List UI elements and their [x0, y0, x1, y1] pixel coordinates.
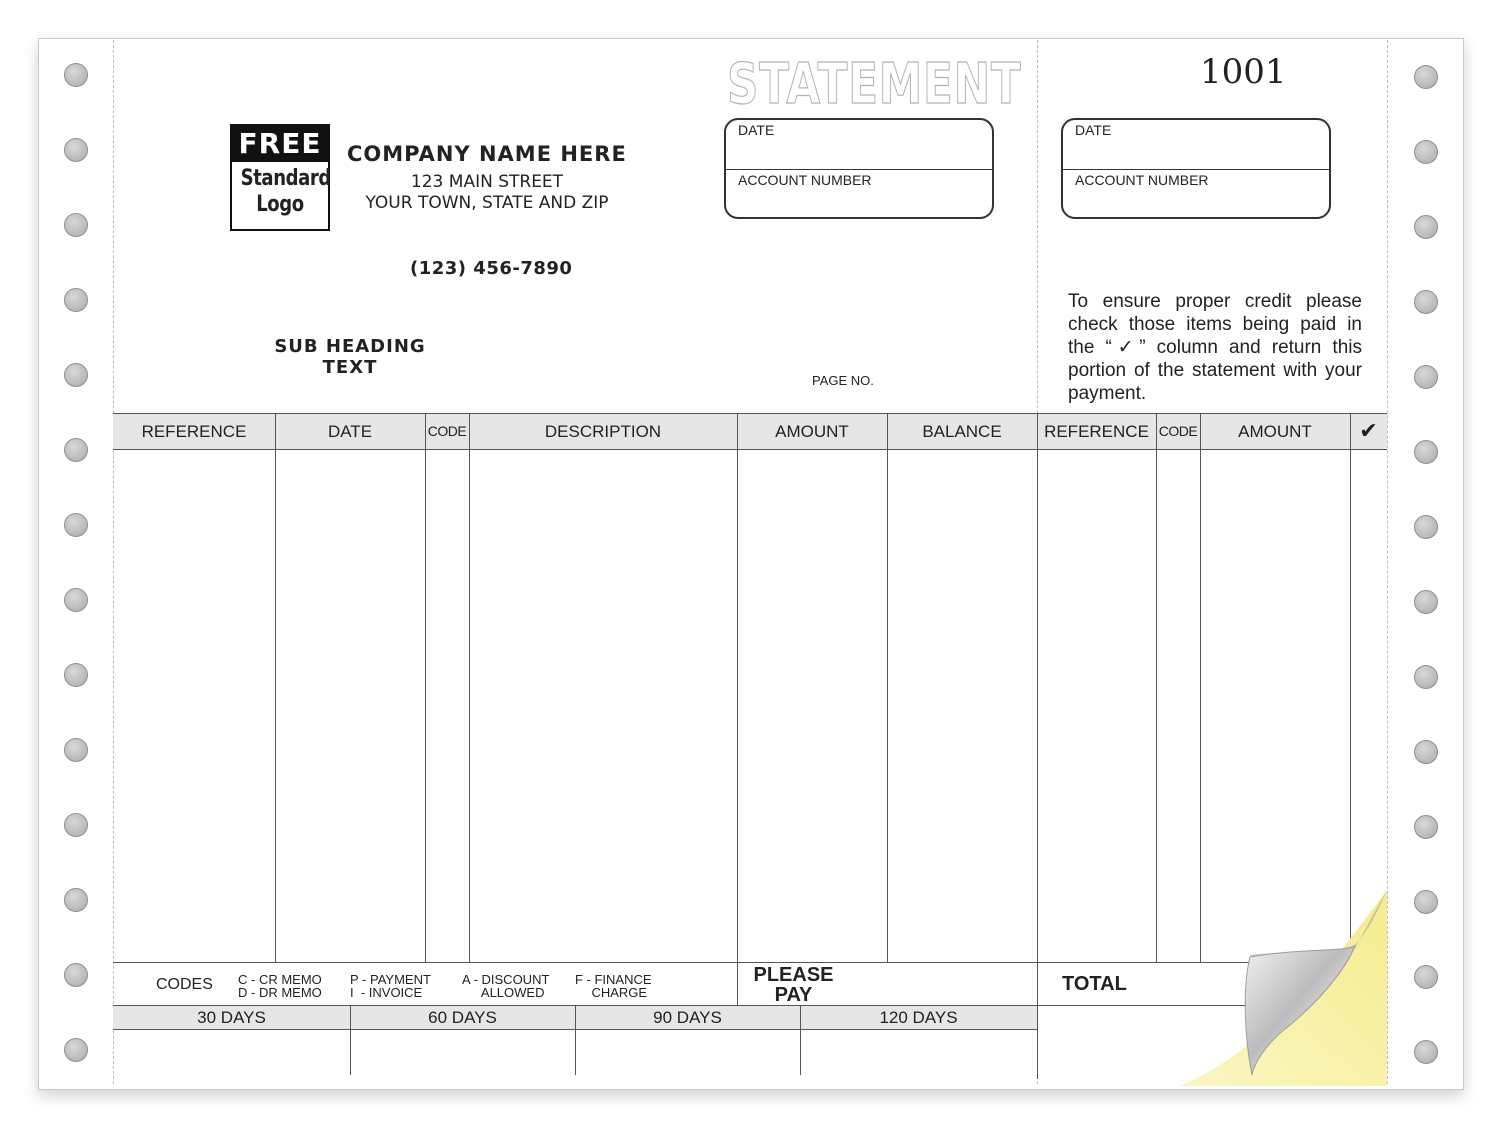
remit-instructions: To ensure proper credit please check those items being paid in the “✓” column and return this portion of the statement with your payment.	[1068, 291, 1362, 404]
aging-divider	[800, 1006, 801, 1075]
aging-divider	[350, 1006, 351, 1075]
code-group-memo	[238, 973, 322, 999]
date-label: DATE	[1075, 122, 1112, 138]
feed-hole	[1414, 140, 1438, 164]
code-payment: P - PAYMENT	[350, 972, 431, 987]
logo-free-text: FREE	[232, 126, 328, 162]
box-divider	[1063, 169, 1329, 170]
col-stub-reference: REFERENCE	[1044, 422, 1149, 441]
col-reference: REFERENCE	[141, 422, 247, 441]
date-account-box-left	[724, 118, 994, 219]
total-label: TOTAL	[1062, 973, 1127, 995]
column-divider	[1156, 413, 1157, 963]
column-divider	[425, 413, 426, 963]
aging-90-days: 90 DAYS	[653, 1008, 722, 1027]
col-amount: AMOUNT	[775, 422, 849, 441]
feed-hole	[1414, 365, 1438, 389]
aging-30-days: 30 DAYS	[197, 1008, 266, 1027]
feed-hole	[64, 1038, 88, 1062]
feed-hole	[1414, 440, 1438, 464]
feed-hole	[1414, 65, 1438, 89]
feed-hole	[1414, 215, 1438, 239]
logo	[230, 124, 330, 231]
feed-hole	[64, 363, 88, 387]
please-pay-line2: PAY	[774, 984, 813, 1006]
feed-hole	[64, 288, 88, 312]
please-pay-label	[746, 965, 841, 1005]
sub-heading-line2: TEXT	[322, 357, 378, 378]
feed-hole	[64, 63, 88, 87]
code-group-payment	[350, 973, 431, 999]
date-account-box-right	[1061, 118, 1331, 219]
col-code: CODE	[427, 423, 467, 439]
page-curl-icon	[1170, 860, 1390, 1090]
logo-logo-text: Logo	[256, 192, 304, 217]
feed-hole	[64, 888, 88, 912]
col-stub-amount: AMOUNT	[1238, 422, 1312, 441]
feed-hole	[64, 213, 88, 237]
column-divider	[275, 413, 276, 963]
feed-hole	[64, 963, 88, 987]
feed-hole	[64, 663, 88, 687]
logo-standard-text: Standard	[240, 166, 331, 191]
account-number-label: ACCOUNT NUMBER	[738, 172, 872, 188]
codes-label: CODES	[156, 976, 213, 993]
code-discount: A - DISCOUNT	[462, 972, 550, 987]
company-name: COMPANY NAME HERE	[347, 142, 627, 166]
code-invoice: I - INVOICE	[350, 985, 423, 1000]
please-pay-line1: PLEASE	[753, 964, 834, 986]
column-divider	[887, 413, 888, 963]
company-street: 123 MAIN STREET	[410, 172, 564, 192]
box-divider	[726, 169, 992, 170]
code-dr-memo: D - DR MEMO	[238, 985, 322, 1000]
feed-hole	[1414, 890, 1438, 914]
code-cr-memo: C - CR MEMO	[238, 972, 322, 987]
company-city: YOUR TOWN, STATE AND ZIP	[365, 193, 609, 213]
page-number-label: PAGE NO.	[812, 373, 874, 388]
sub-heading	[270, 336, 430, 378]
feed-hole	[64, 738, 88, 762]
col-stub-code: CODE	[1158, 423, 1198, 439]
col-description: DESCRIPTION	[544, 422, 662, 441]
code-group-discount	[462, 973, 549, 999]
col-balance: BALANCE	[922, 422, 1002, 441]
code-finance: F - FINANCE	[575, 972, 652, 987]
feed-hole	[64, 138, 88, 162]
aging-divider	[575, 1006, 576, 1075]
feed-hole	[1414, 515, 1438, 539]
col-date: DATE	[327, 422, 373, 441]
column-divider	[737, 413, 738, 1006]
account-number-label: ACCOUNT NUMBER	[1075, 172, 1209, 188]
feed-hole	[1414, 290, 1438, 314]
column-divider	[1037, 413, 1038, 1079]
feed-hole	[1414, 965, 1438, 989]
code-allowed: ALLOWED	[480, 985, 545, 1000]
sub-heading-line1: SUB HEADING	[274, 336, 426, 357]
feed-hole	[1414, 740, 1438, 764]
feed-hole	[1414, 1040, 1438, 1064]
aging-60-days: 60 DAYS	[428, 1008, 497, 1027]
checkmark-column-icon: ✔	[1359, 419, 1378, 444]
column-divider	[469, 413, 470, 963]
perforation-left	[113, 40, 114, 1084]
date-label: DATE	[738, 122, 775, 138]
feed-hole	[64, 813, 88, 837]
feed-hole	[1414, 590, 1438, 614]
feed-hole	[1414, 815, 1438, 839]
aging-120-days: 120 DAYS	[879, 1008, 958, 1027]
code-group-finance	[575, 973, 652, 999]
company-phone: (123) 456-7890	[410, 258, 573, 279]
feed-hole	[64, 588, 88, 612]
feed-hole	[64, 513, 88, 537]
feed-hole	[1414, 665, 1438, 689]
statement-title: STATEMENT	[727, 52, 1022, 117]
form-number: 1001	[1200, 52, 1287, 92]
code-charge: CHARGE	[591, 985, 648, 1000]
feed-hole	[64, 438, 88, 462]
